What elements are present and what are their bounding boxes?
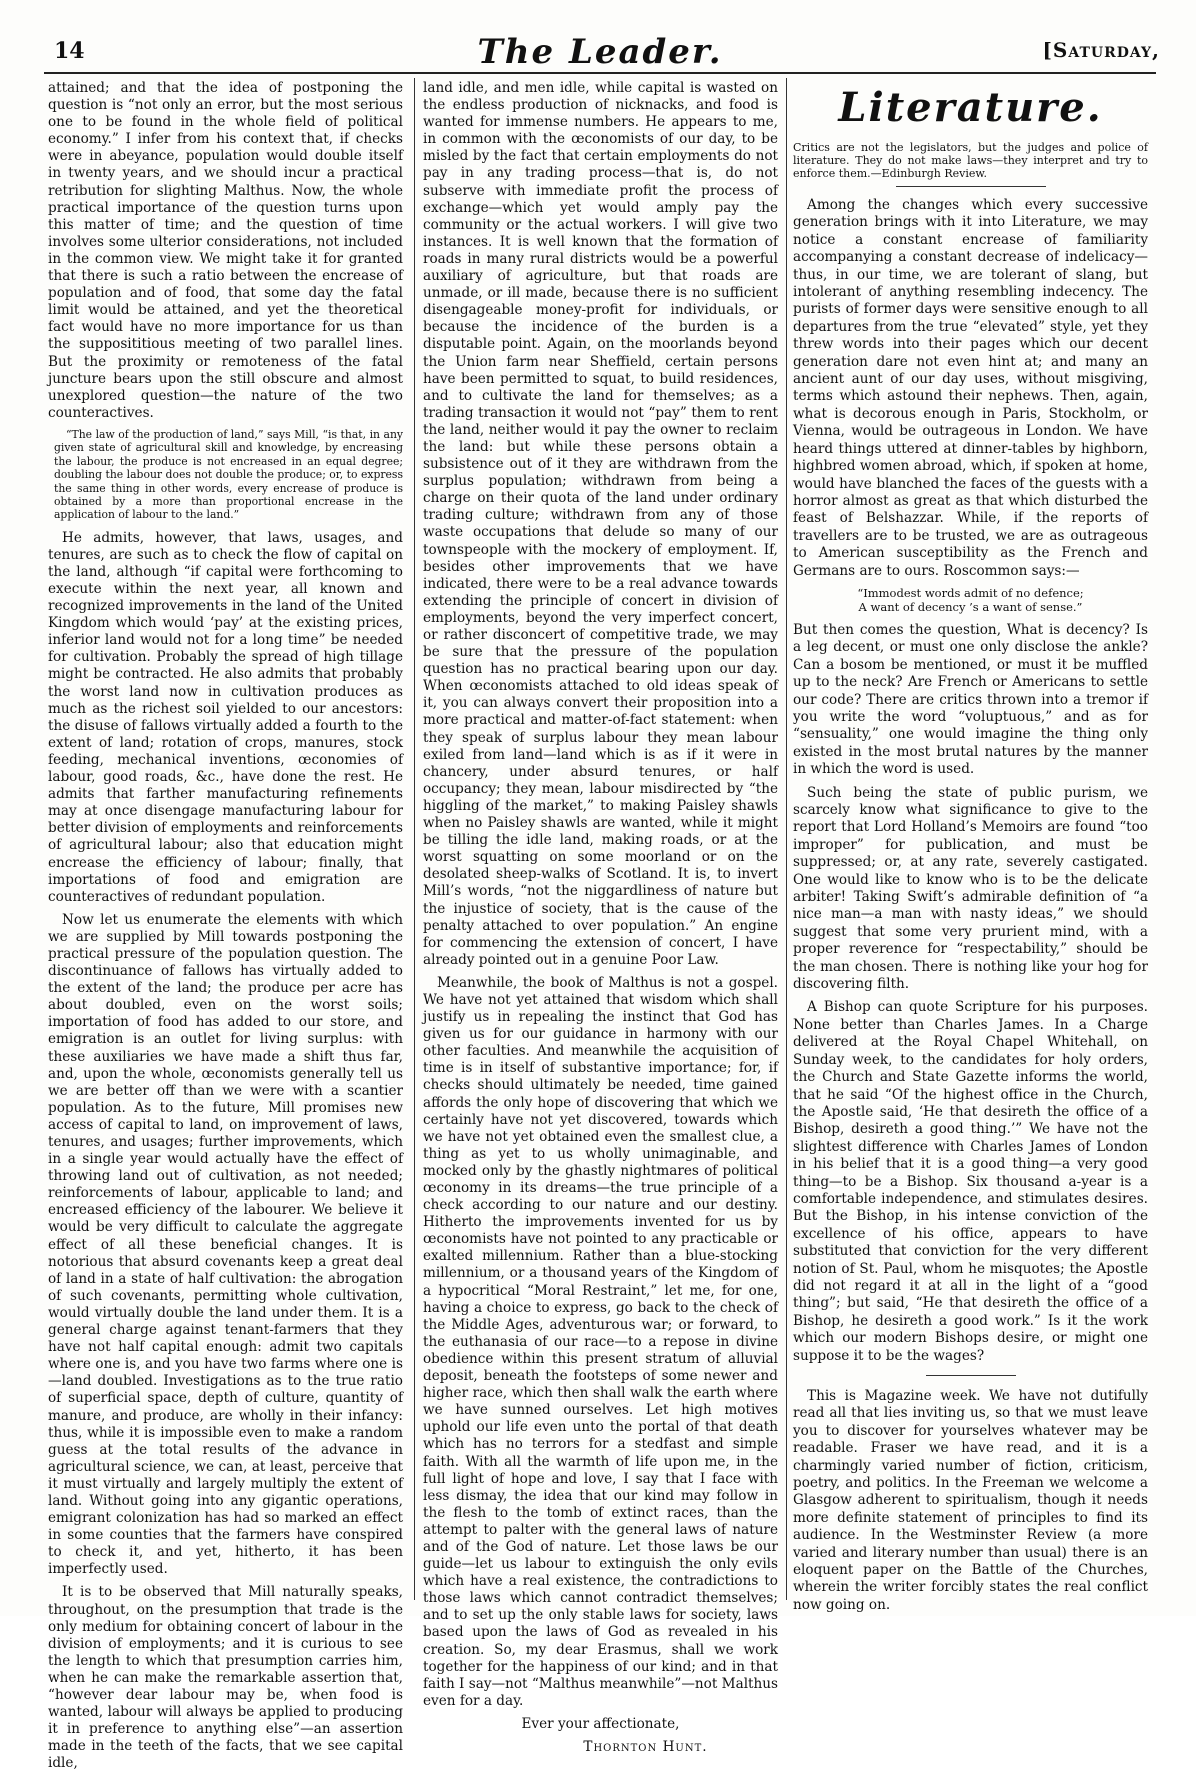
paragraph: It is to be observed that Mill naturally speaks, throughout, on the presumption that trade is the only medium for obtaining concert of labour in the division of employments; and it is curious to see the length to which that presumption carries him, when he can make the remarkable assertion that, “however dear labour may be, when food is wanted, labour will always be applied to producing it in preference to anything else”—an assertion made in the teeth of the facts, that we see capital idle, [48, 1584, 403, 1772]
paragraph: He admits, however, that laws, usages, and tenures, are such as to check the flow of capital on the land, although “if capital were forthcoming to execute within the next year, all known and recognized improvements in the land of the United Kingdom which would ‘pay’ at the existing prices, inferior land would not for a long time” be needed for cultivation. Probably the spread of high tillage might be contracted. He also admits that probably the worst land now in cultivation produces as much as the richest soil yielded to our ancestors: the disuse of fallows virtually added a fourth to the extent of land; rotation of crops, manures, stock feeding, mechanical inventions, œconomies of labour, good roads, &c., have done the rest. He admits that farther manufacturing refinements may at once disengage manufacturing labour for better division of employments and reinforcements of agricultural labour; also that education might encrease the efficiency of labour; finally, that importations of food and emigration are counteractives of redundant population. [48, 529, 403, 905]
verse-line: A want of decency ’s a want of sense.” [858, 599, 1083, 614]
author-signature: Thornton Hunt. [583, 1739, 708, 1755]
divider [926, 1375, 1016, 1376]
masthead-rule [44, 72, 1156, 74]
paragraph: But then comes the question, What is decency? Is a leg decent, or must one only disclose the ankle? Can a bosom be mentioned, or must it be muffled up to the neck? Are French or Americans to settle our code? There are critics thrown into a tremor if you write the word “voluptuous,” and as for “sensuality,” one would imagine the thing only existed in the most brutal natures by the manner in which the word is used. [793, 621, 1148, 778]
paragraph: Among the changes which every successive generation brings with it into Literature, we may notice a constant encrease of familiarity accompanying a constant decrease of indelicacy—thus, in our time, we are tolerant of slang, but intolerant of anything resembling indecency. The purists of former days were sensitive enough to all departures from the true “elevated” style, yet they threw words into their pages which our decent generation dare not even hint at; and many an ancient aunt of our day uses, without misgiving, terms which astound their nephews. Then, again, what is decorous enough in Paris, Stockholm, or Vienna, would be outrageous in London. We have heard things uttered at dinner-tables by highborn, highbred women abroad, which, if spoken at home, would have blanched the faces of the guests with a horror almost as great as that which disturbed the feast of Belshazzar. While, if the reports of travellers are to be trusted, we are as outrageous to American susceptibility as the French and Germans are to ours. Roscommon says:— [793, 197, 1148, 579]
column-divider [786, 78, 787, 1600]
epigraph: Critics are not the legislators, but the judges and police of literature. They do not make laws—they interpret and try to enforce them.—Edinburgh Review. [793, 141, 1148, 180]
section-title: Literature. [838, 84, 1103, 131]
paragraph: attained; and that the idea of postponing the question is “not only an error, but the most serious one to be found in the whole field of political economy.” I infer from his context that, if checks were in abeyance, population would double itself in twenty years, and we should incur a practical retribution for slighting Malthus. Now, the whole practical importance of the question turns upon this matter of time; and the question of time involves some ulterior considerations, not included in the common view. We might take it for granted that there is such a ratio between the encrease of population and of food, that some day the fatal limit would be attained, and yet the theoretical fact would have no more importance for us than the supposititious meeting of two parallel lines. But the proximity or remoteness of the fatal juncture bears upon the still obscure and almost unexplored question—the nature of the two counteractives. [48, 80, 403, 421]
closing-line: Ever your affectionate, [521, 1715, 680, 1732]
column-middle [423, 80, 778, 1758]
paper-title: The Leader. [477, 32, 723, 72]
paragraph: land idle, and men idle, while capital is wasted on the endless production of nicknacks, and food is wanted for immense numbers. He appears to me, in common with the œconomists of our day, to be misled by the fact that certain employments do not pay in any trading process—that is, do not subserve with immediate profit the process of exchange—which yet would amply pay the community or the actual workers. I will give two instances. It is well known that the formation of roads in many rural districts would be a powerful auxiliary of agriculture, but that roads are unmade, or ill made, because there is no sufficient disengageable money-profit for individuals, or because the incidence of the burden is a disputable point. Again, on the moorlands beyond the Union farm near Sheffield, certain persons have been permitted to squat, to build residences, and to cultivate the land for themselves; as a trading transaction it would not “pay” them to rent the land, neither would it pay the owner to reclaim the land: but while these persons obtain a subsistence out of it they are withdrawn from the surplus population; withdrawn from being a charge on their quota of the land under ordinary trading culture; withdrawn from any of those waste occupations that delude so many of our townspeople with the mockery of employment. If, besides other improvements that we have indicated, there were to be a real advance towards extending the principle of concert in division of employments, beyond the very imperfect concert, or rather disconcert of competitive trade, we may be sure that the pressure of the population question has no practical bearing upon our day. When œconomists attached to old ideas speak of it, you can always convert their proposition into a more practical and matter-of-fact statement: when they speak of surplus labour they mean labour exiled from land—land which is as if it were in chancery, under absurd tenures, or half occupancy; they mean, labour misdirected by “the higgling of the market,” to making Paisley shawls when no Paisley shawls are wanted, while it might be tilling the idle land, making roads, or at the worst squatting on some moorland or on the desolated sheep-walks of Scotland. It is, to invert Mill’s words, “not the niggardliness of nature but the injustice of society, that is the cause of the penalty attached to over population.” An engine for commencing the extension of concert, I have already pointed out in a genuine Poor Law. [423, 80, 778, 968]
page-number: 14 [54, 38, 85, 64]
paragraph: A Bishop can quote Scripture for his purposes. None better than Charles James. In a Charge delivered at the Royal Chapel Whitehall, on Sunday week, to the candidates for holy orders, the Church and State Gazette informs the world, that he said “Of the highest office in the Church, the Apostle said, ‘He that desireth the office of a Bishop, desireth a good thing.’” We have not the slightest difference with Charles James of London in his belief that it is a good thing—a very good thing—to be a Bishop. Six thousand a-year is a comfortable independence, and stimulates desires. But the Bishop, in his intense conviction of the excellence of his office, appears to have substituted that conviction for the very different notion of St. Paul, whom he misquotes; the Apostle did not regard it at all in the light of a “good thing”; but said, “He that desireth the office of a Bishop, he desireth a good work.” Is it the work which our modern Bishops desire, or might one suppose it to be the wages? [793, 999, 1148, 1364]
divider [896, 186, 1046, 187]
footnote-quote: “The law of the production of land,” says Mill, “is that, in any given state of agricultural skill and knowledge, by encreasing the labour, the produce is not encreased in an equal degree; doubling the labour does not double the produce; or, to express the same thing in other words, every encrease of produce is obtained by a more than proportional encrease in the application of labour to the land.” [54, 427, 403, 522]
paragraph: This is Magazine week. We have not dutifully read all that lies inviting us, so that we must leave you to discover for yourselves whatever may be readable. Fraser we have read, and it is a charmingly varied number of fiction, criticism, poetry, and politics. In the Freeman we welcome a Glasgow adherent to spiritualism, though it needs more definite statement of principles to find its audience. In the Westminster Review (a more varied and literary number than usual) there is an eloquent paper on the Battle of the Churches, wherein the writer forcibly states the real conflict now going on. [793, 1388, 1148, 1613]
issue-day: [Saturday, [1042, 38, 1160, 62]
paragraph: Meanwhile, the book of Malthus is not a gospel. We have not yet attained that wisdom which shall justify us in repealing the instinct that God has given us for our guidance in harmony with our other faculties. And meanwhile the acquisition of time is in itself of substantive importance; for, if checks should ultimately be needed, time gained affords the only hope of discovering that which we certainly have not yet discovered, towards which we have not yet obtained even the smallest clue, a thing as yet to us wholly unimaginable, and mocked only by the ghastly nightmares of political œconomy in its dreams—the true principle of a check according to our nature and our destiny. Hitherto the improvements invented for us by œconomists have not pointed to any practicable or exalted millennium. Rather than a blue-stocking millennium, or a thousand years of the Kingdom of a hypocritical “Moral Restraint,” let me, for one, having a choice to express, go back to the check of the Middle Ages, adventurous war; or forward, to the euthanasia of our race—to a repose in divine obedience within this present stratum of alluvial deposit, beneath the footsteps of some newer and higher race, which then shall walk the earth where we have sunned ourselves. Let high motives uphold our life even unto the portal of that death which has no terrors for a stedfast and simple faith. With all the warmth of life upon me, in the full light of hope and love, I say that I face with less dismay, the idea that our kind may follow in the flesh to the tomb of extinct races, than the attempt to palter with the general laws of nature and of the God of nature. Let those laws be our guide—let us labour to extinguish the only evils which have a real existence, the contradictions to those laws which cannot contradict themselves; and to set up the only stable laws for society, laws based upon the laws of God as revealed in his creation. So, my dear Erasmus, shall we work together for the happiness of our kind; and in that faith I say—not “Malthus meanwhile”—not Malthus even for a day. [423, 974, 778, 1709]
paragraph: Now let us enumerate the elements with which we are supplied by Mill towards postponing the practical pressure of the population question. The discontinuance of fallows has virtually added to the extent of the land; the produce per acre has about doubled, even on the worst soils; importation of food has added to our store, and emigration is an outlet for living surplus: with these auxiliaries we have made a shift thus far, and, upon the whole, œconomists generally tell us we are better off than we were with a scantier population. As to the future, Mill promises new access of capital to land, on improvement of laws, tenures, and usages; further improvements, which in a single year would actually have the effect of throwing land out of cultivation, as not needed; reinforcements of labour, applicable to land; and encreased efficiency of the labourer. We believe it would be very difficult to calculate the aggregate effect of all these beneficial changes. It is notorious that absurd covenants keep a great deal of land in a state of half cultivation: the abrogation of such covenants, permitting whole cultivation, would virtually double the land under them. It is a general charge against tenant-farmers that they have not half capital enough: admit two capitals where one is, and you have two farms where one is—land doubled. Investigations as to the true ratio of superficial space, depth of culture, quantity of manure, and produce, are wholly in their infancy: thus, while it is impossible even to make a random guess at the total results of the advance in agricultural science, we can, at least, perceive that it must virtually and largely multiply the extent of land. Without going into any gigantic operations, emigrant colonization has had so marked an effect in some counties that the farmers have conspired to check it, and yet, hitherto, it has been imperfectly used. [48, 911, 403, 1578]
paragraph: Such being the state of public purism, we scarcely know what significance to give to the report that Lord Holland’s Memoirs are found “too improper” for publication, and must be suppressed; or, at any rate, severely castigated. One would like to know who is to be the delicate arbiter! Taking Swift’s admirable definition of “a nice man—a man with nasty ideas,” we should suggest that some very prurient mind, with a proper reverence for “respectability,” should be the man chosen. There is nothing like your hog for discovering filth. [793, 784, 1148, 993]
masthead [40, 30, 1160, 70]
column-divider [414, 78, 415, 1600]
verse-line: “Immodest words admit of no defence; [857, 585, 1084, 600]
column-left [48, 80, 403, 1778]
column-right [793, 80, 1148, 1620]
